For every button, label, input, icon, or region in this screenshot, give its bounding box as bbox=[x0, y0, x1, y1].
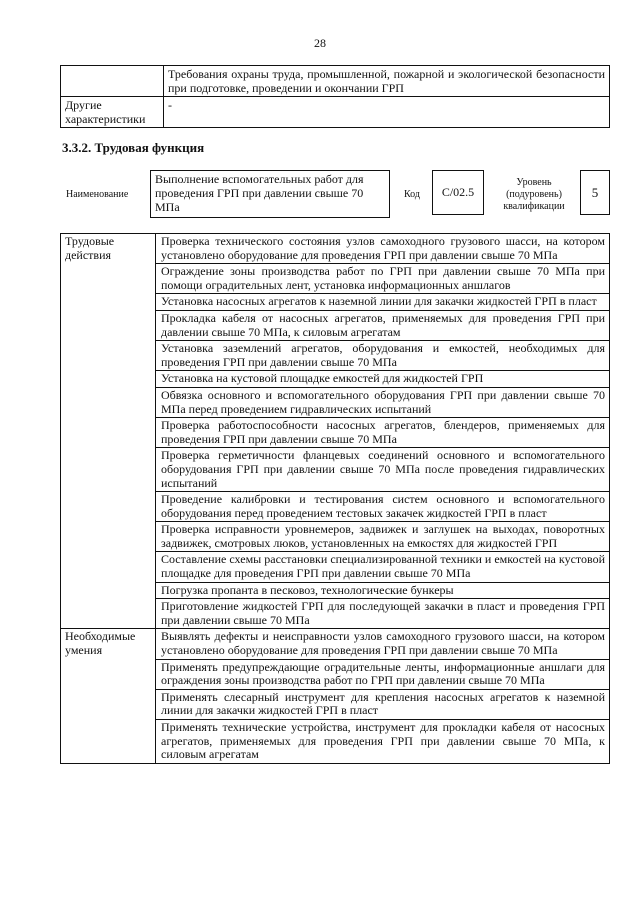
row-text: Требования охраны труда, промышленной, пожарной и экологической безопасности при подготовке, проведении и окончании ГРП bbox=[164, 66, 610, 97]
item-text: Установка на кустовой площадке емкостей для жидкостей ГРП bbox=[156, 371, 610, 388]
group-label: Трудовые действия bbox=[61, 234, 156, 629]
section-heading: 3.3.2. Трудовая функция bbox=[62, 140, 205, 155]
item-text: Применять предупреждающие оградительные ленты, информационные аншлаги для ограждения зоны производства работ по ГРП при давлении свыше 70 МПа bbox=[156, 659, 610, 689]
level-value: 5 bbox=[580, 170, 610, 215]
labor-function-table bbox=[60, 233, 610, 764]
table-row bbox=[61, 97, 610, 128]
item-text: Ограждение зоны производства работ по ГРП при давлении свыше 70 МПа при помощи оградительных лент, установка информационных аншлагов bbox=[156, 264, 610, 294]
item-text: Установка заземлений агрегатов, оборудования и емкостей, необходимых для проведения ГРП при давлении свыше 70 МПа bbox=[156, 341, 610, 371]
characteristics-table bbox=[60, 65, 610, 128]
item-text: Погрузка пропанта в песковоз, технологические бункеры bbox=[156, 582, 610, 599]
item-text: Составление схемы расстановки специализированной техники и емкостей на кустовой площадке для проведения ГРП при давлении свыше 70 МПа bbox=[156, 552, 610, 582]
table-row bbox=[61, 66, 610, 97]
page-number: 28 bbox=[314, 36, 326, 50]
name-label: Наименование bbox=[66, 189, 129, 200]
group-label: Необходимые умения bbox=[61, 629, 156, 763]
item-text: Приготовление жидкостей ГРП для последующей закачки в пласт и проведения ГРП при давлении свыше 70 МПа bbox=[156, 599, 610, 629]
item-text: Прокладка кабеля от насосных агрегатов, применяемых для проведения ГРП при давлении свыше 70 МПа, к силовым агрегатам bbox=[156, 310, 610, 340]
table-row bbox=[61, 629, 610, 659]
level-label: Уровень (подуровень) квалификации bbox=[503, 177, 565, 212]
item-text: Выявлять дефекты и неисправности узлов самоходного грузового шасси, на котором установлено оборудование для проведения ГРП при давлении свыше 70 МПа bbox=[156, 629, 610, 659]
item-text: Применять технические устройства, инструмент для прокладки кабеля от насосных агрегатов, применяемых для проведения ГРП при давлении свыше 70 МПа, к силовым агрегатам bbox=[156, 720, 610, 764]
code-label: Код bbox=[404, 189, 420, 200]
row-text: - bbox=[164, 97, 610, 128]
item-text: Обвязка основного и вспомогательного оборудования ГРП при давлении свыше 70 МПа перед проведением гидравлических испытаний bbox=[156, 387, 610, 417]
item-text: Проверка герметичности фланцевых соединений основного и вспомогательного оборудования ГРП при давлении свыше 70 МПа после проведения гидравлических испытаний bbox=[156, 448, 610, 492]
row-label bbox=[61, 66, 164, 97]
item-text: Проверка работоспособности насосных агрегатов, блендеров, применяемых для проведения ГРП при давлении свыше 70 МПа bbox=[156, 418, 610, 448]
item-text: Установка насосных агрегатов к наземной линии для закачки жидкостей ГРП в пласт bbox=[156, 294, 610, 311]
item-text: Проведение калибровки и тестирования систем основного и вспомогательного оборудования перед проведением тестовых закачек жидкостей ГРП в пласт bbox=[156, 492, 610, 522]
labor-function-header bbox=[62, 167, 612, 229]
item-text: Применять слесарный инструмент для крепления насосных агрегатов к наземной линии для закачки жидкостей ГРП в пласт bbox=[156, 689, 610, 719]
code-value: C/02.5 bbox=[432, 170, 484, 215]
item-text: Проверка технического состояния узлов самоходного грузового шасси, на котором установлено оборудование для проведения ГРП при давлении свыше 70 МПа bbox=[156, 234, 610, 264]
name-value: Выполнение вспомогательных работ для проведения ГРП при давлении свыше 70 МПа bbox=[150, 170, 390, 218]
row-label: Другие характеристики bbox=[61, 97, 164, 128]
table-row bbox=[61, 234, 610, 264]
item-text: Проверка исправности уровнемеров, задвижек и заглушек на выходах, поворотных задвижек, смотровых люков, установленных на емкостях для жидкостей ГРП bbox=[156, 522, 610, 552]
